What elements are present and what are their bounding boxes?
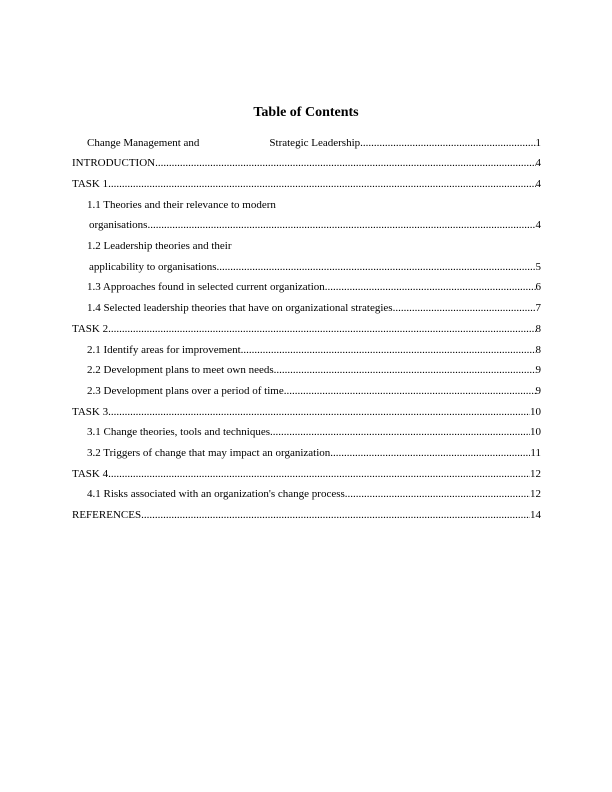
toc-page-number: 5 [535,261,541,273]
toc-entry-text: 2.3 Development plans over a period of time [87,385,284,397]
toc-entry[interactable] [89,260,541,274]
toc-entry[interactable] [87,136,541,150]
toc-page-number: 8 [535,344,541,356]
toc-entry[interactable] [72,177,541,191]
toc-leader [241,343,536,357]
toc-entry-text: TASK 3 [72,406,109,418]
toc-page-number: 10 [530,426,541,438]
toc-entry-text: applicability to organisations [89,261,217,273]
toc-page-number: 7 [535,302,541,314]
toc-page-number: 8 [535,323,541,335]
toc-leader [274,363,536,377]
toc-entry-text: 2.2 Development plans to meet own needs [87,364,274,376]
toc-page-number: 6 [535,281,541,293]
toc-leader [147,218,535,232]
toc-entry-text: 1.2 Leadership theories and their [87,240,232,252]
toc-entry-text: INTRODUCTION [72,157,156,169]
toc-page-number: 9 [535,385,541,397]
toc-entry-text: organisations [89,219,148,231]
toc-leader [330,446,530,460]
toc-page-number: 10 [530,406,541,418]
toc-page-number: 12 [530,488,541,500]
toc-entry[interactable] [87,446,541,460]
toc-entry[interactable] [87,487,541,501]
toc-entry[interactable] [89,218,541,232]
toc-entry[interactable] [87,280,541,294]
toc-page-number: 4 [535,178,541,190]
toc-entry[interactable] [72,467,541,481]
toc-entry[interactable] [72,322,541,336]
toc-page-number: 1 [535,137,541,149]
toc-leader [108,177,535,191]
toc-entry[interactable] [87,343,541,357]
toc-entry-text: TASK 2 [72,323,109,335]
toc-page-number: 9 [535,364,541,376]
toc-leader [141,508,530,522]
toc-entry[interactable] [87,301,541,315]
toc-page-number: 12 [530,468,541,480]
toc-page-number: 4 [535,157,541,169]
toc-entry-text: 1.3 Approaches found in selected current organization [87,281,325,293]
toc-leader [108,405,530,419]
toc-entry[interactable] [87,384,541,398]
toc-page-number: 4 [535,219,541,231]
toc-leader [360,136,535,150]
toc-entry-text: 1.1 Theories and their relevance to modern [87,199,276,211]
toc-leader [325,280,536,294]
toc-entry-text: 1.4 Selected leadership theories that have on organizational strategies [87,302,393,314]
toc-leader [108,467,530,481]
toc-entry-text: Change Management and [87,137,200,149]
toc-entry-text: Strategic Leadership [269,137,361,149]
toc-leader [217,260,536,274]
toc-leader [393,301,536,315]
toc-leader [345,487,530,501]
toc-page-number: 14 [530,509,541,521]
toc-entry[interactable] [72,156,541,170]
toc-entry-text: 2.1 Identify areas for improvement [87,344,241,356]
toc-entry[interactable] [87,363,541,377]
toc-page-number: 11 [530,447,541,459]
toc-entry[interactable] [72,508,541,522]
toc-leader [284,384,536,398]
toc-entry-text: 4.1 Risks associated with an organization's change process [87,488,345,500]
toc-leader [155,156,535,170]
toc-leader [108,322,535,336]
toc-entry[interactable] [72,405,541,419]
toc-entry-text: TASK 4 [72,468,109,480]
toc-title: Table of Contents [253,105,359,120]
toc-entry[interactable] [87,239,541,253]
toc-entry-text: 3.2 Triggers of change that may impact an organization [87,447,331,459]
toc-entry-text: TASK 1 [72,178,109,190]
toc-entry[interactable] [87,198,541,212]
toc-leader [270,425,530,439]
toc-entry[interactable] [87,425,541,439]
toc-entry-text: 3.1 Change theories, tools and techniques [87,426,270,438]
toc-entry-text: REFERENCES [72,509,142,521]
